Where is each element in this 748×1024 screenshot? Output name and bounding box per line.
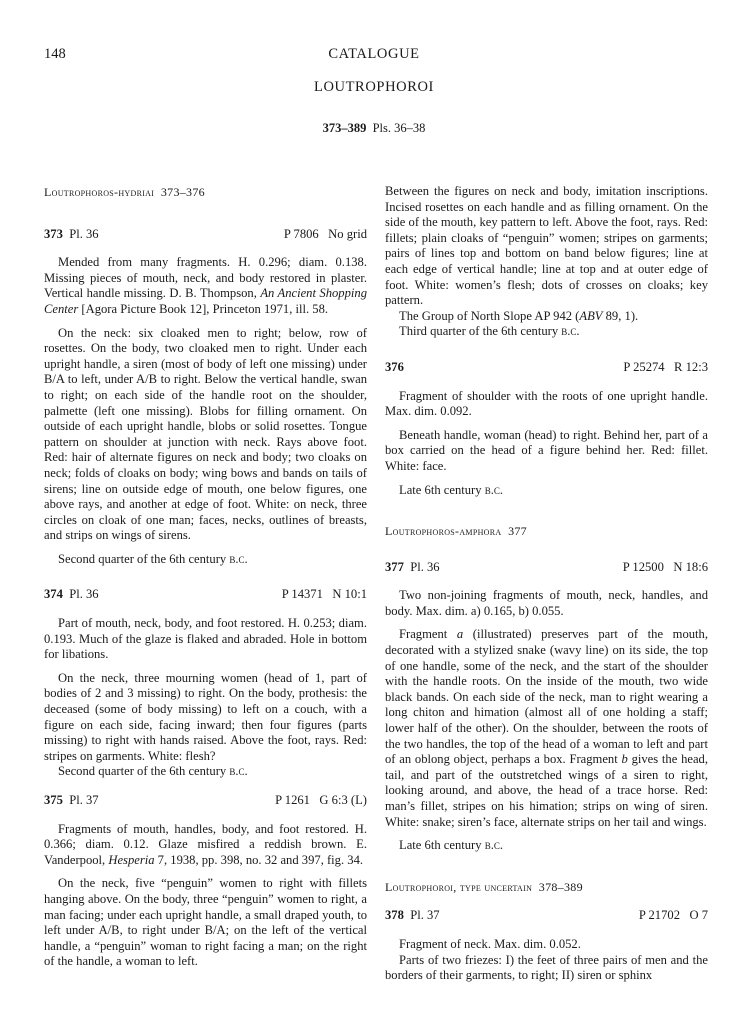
left-column <box>44 185 367 970</box>
grid-ref: O 7 <box>689 908 708 923</box>
inventory-number: P 25274 <box>623 359 665 374</box>
plate-ref: Pl. 36 <box>69 226 99 241</box>
entry-378-decoration: Parts of two friezes: I) the feet of three pairs of men and the borders of their garments, to right; II) siren or sphinx <box>385 952 708 983</box>
entry-373-decoration: On the neck: six cloaked men to right; below, row of rosettes. On the body, two cloaked men to right. Under each upright handle, a siren (most of body of left one missing) under B/A to left, under A/B to right. Below the vertical handle, swan to right; on each side of the handle root on the shoulder, palmette (left one missing). Blobs for filling ornament. On outside of each upright handle, blobs or solid rosettes. Tongue pattern on shoulder at junction with neck. Rays above foot. Red: hair of alternate figures on neck and body; two cloaks on neck; folds of cloaks on body; wing bows and bands on tails of sirens; line on outside edge of mouth, one below figures, one above rays, and another at edge of foot. White: on neck, three circles on cloak of one man; faces, necks, outlines of breasts, and strips on wings of sirens. <box>44 325 367 543</box>
entry-374-date: Second quarter of the 6th century b.c. <box>58 764 248 779</box>
entry-number: 375 <box>44 793 63 807</box>
entry-373-date: Second quarter of the 6th century b.c. <box>58 551 248 566</box>
entry-374-header <box>44 587 367 603</box>
entry-377-description: Two non-joining fragments of mouth, neck, handles, and body. Max. dim. a) 0.165, b) 0.055. <box>385 588 708 618</box>
right-column <box>385 184 708 984</box>
entry-375-header <box>44 793 367 809</box>
group-heading-amphora: Loutrophoros-amphora 377 <box>385 524 527 539</box>
catalogue-range <box>0 121 748 136</box>
entry-374-description: Part of mouth, neck, body, and foot restored. H. 0.253; diam. 0.193. Much of the glaze is flaked and abraded. Hole in bottom for libations. <box>44 616 367 662</box>
entry-376-date: Late 6th century b.c. <box>399 482 503 497</box>
entry-373-header <box>44 227 367 243</box>
entry-378-header <box>385 908 708 924</box>
entry-373-description: Mended from many fragments. H. 0.296; diam. 0.138. Missing pieces of mouth, neck, and body restored in plaster. Vertical handle missing. D. B. Thompson, An Ancient Shopping Center [Agora Picture Book 12], Princeton 1971, ill. 58. <box>44 255 367 316</box>
entry-376-header <box>385 360 708 376</box>
plate-ref: Pl. 36 <box>410 559 440 574</box>
grid-ref: No grid <box>328 226 367 241</box>
entry-number: 373 <box>44 226 63 241</box>
entry-377-date: Late 6th century b.c. <box>399 838 503 853</box>
entry-number: 378 <box>385 908 404 923</box>
section-title: LOUTROPHOROI <box>314 79 434 95</box>
grid-ref: N 10:1 <box>332 587 367 602</box>
inventory-number: P 21702 <box>638 908 680 923</box>
group-heading-uncertain: Loutrophoroi, type uncertain 378–389 <box>385 879 583 894</box>
grid-ref: N 18:6 <box>673 559 708 574</box>
range-numbers: 373–389 <box>322 121 367 135</box>
plate-ref: Pl. 36 <box>69 587 99 602</box>
inventory-number: P 7806 <box>283 226 319 241</box>
inventory-number: P 1261 <box>275 793 310 807</box>
entry-375-decoration: On the neck, five “penguin” women to right with fillets hanging above. On the body, three “penguin” women to right, a man facing; under each upright handle, a small draped youth, to left under A/B, to right under B/A; on the left of the vertical handle, a “penguin” woman to right facing a man; on the right of the handle, a woman to left. <box>44 876 367 969</box>
plate-ref: Pl. 37 <box>69 793 99 807</box>
entry-375-group: The Group of North Slope AP 942 (ABV 89, 1). <box>399 308 639 323</box>
entry-374-decoration: On the neck, three mourning women (head of 1, part of bodies of 2 and 3 missing) to right. On the body, prothesis: the deceased (some of body missing) to left on a couch, with a figure on each side, facing inward; then four figures (parts missing) to right with hands raised. Above the foot, rays. Red: stripes on garments. White: flesh? <box>44 670 367 763</box>
group-heading-hydriai: Loutrophoros-hydriai 373–376 <box>44 185 205 199</box>
entry-375-date: Third quarter of the 6th century b.c. <box>399 324 580 339</box>
entry-375-decoration-continued: Between the figures on neck and body, imitation inscriptions. Incised rosettes on each handle and as filling ornament. On the side of the mouth, key pattern to left. Above the foot, rays. Red: fillets; plain cloaks of “penguin” women; stripes on garments; pairs of lines top and bottom on band below figures; line at each edge of vertical handle; line at top and at outer edge of foot. White: women’s flesh; dots of crosses on cloaks; key pattern. <box>385 184 708 308</box>
grid-ref: R 12:3 <box>674 359 708 374</box>
entry-number: 376 <box>385 359 404 374</box>
grid-ref: G 6:3 (L) <box>319 793 367 807</box>
inventory-number: P 14371 <box>281 587 323 602</box>
entry-376-decoration: Beneath handle, woman (head) to right. Behind her, part of a box carried on the head of a figure behind her. Red: fillet. White: face. <box>385 427 708 473</box>
entry-376-description: Fragment of shoulder with the roots of one upright handle. Max. dim. 0.092. <box>385 388 708 419</box>
entry-377-decoration: Fragment a (illustrated) preserves part of the mouth, decorated with a stylized snake (wavy line) on its side, the top of one handle, some of the neck, and the start of the shoulder with the handle roots. On the inside of the mouth, two wide black bands. On each side of the neck, man to right wearing a long chiton and himation (almost all of one holding a staff; lower half of the other). On the shoulder, between the roots of the two handles, the top of the head of a woman to left and part of an oblong object, perhaps a box. Fragment b gives the head, tail, and part of the outstretched wings of a siren to right, looking around, and above, the head of a trace horse. Red: man’s fillet, stripes on his himation; strips on wing of siren. White: snake; siren’s face, alternate strips on her tail and wings. <box>385 627 708 829</box>
entry-378-description: Fragment of neck. Max. dim. 0.052. <box>399 936 581 951</box>
page-number: 148 <box>44 46 66 62</box>
range-plates: Pls. 36–38 <box>372 121 426 135</box>
entry-377-header <box>385 560 708 576</box>
plate-ref: Pl. 37 <box>410 908 440 923</box>
entry-number: 374 <box>44 587 63 602</box>
entry-number: 377 <box>385 559 404 574</box>
entry-375-description: Fragments of mouth, handles, body, and foot restored. H. 0.366; diam. 0.12. Glaze misfired a reddish brown. E. Vanderpool, Hesperia 7, 1938, pp. 398, no. 32 and 397, fig. 34. <box>44 821 367 867</box>
running-title: CATALOGUE <box>328 46 420 62</box>
inventory-number: P 12500 <box>622 559 664 574</box>
